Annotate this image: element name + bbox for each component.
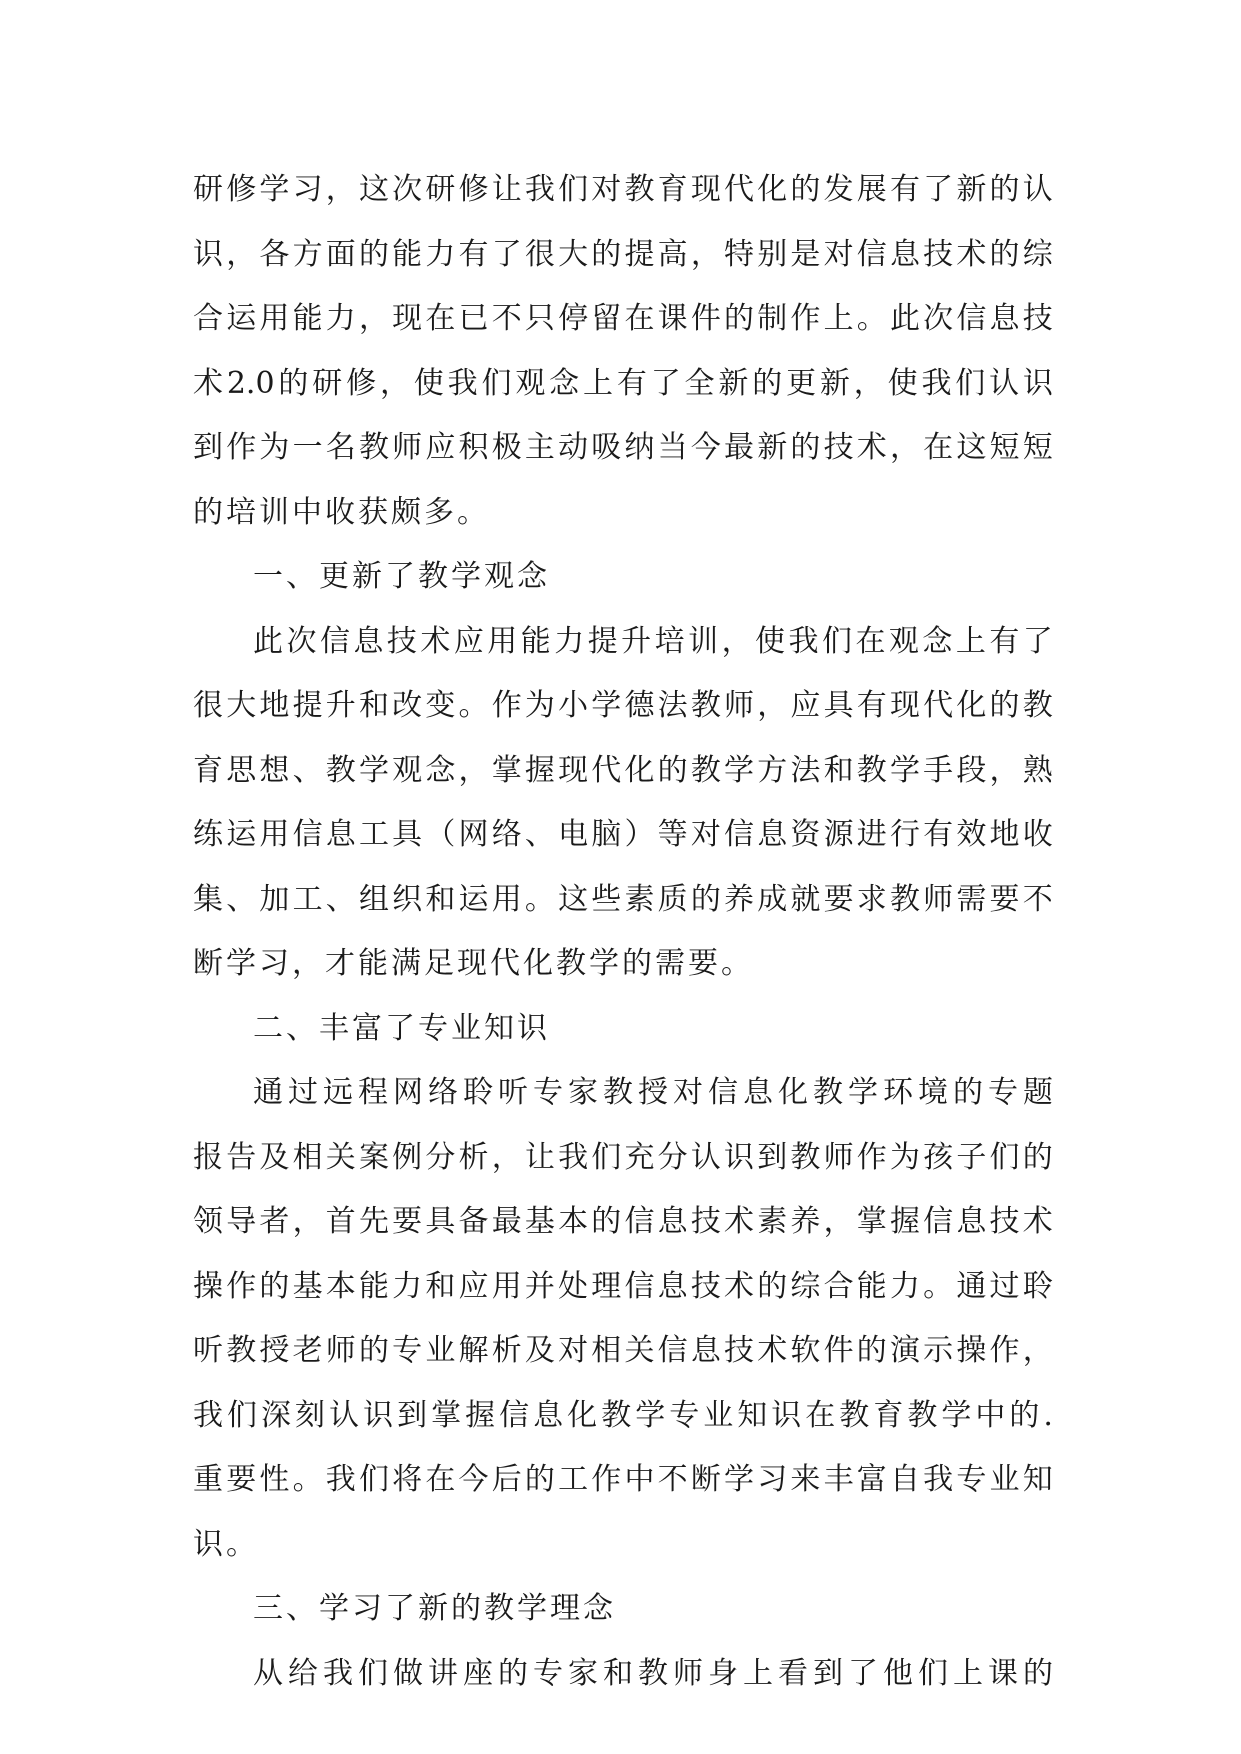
text-line: 通 过 远 程 网 络 聆 听 专 家 教 授 对 信 息 化 教 学 环 境 的 专 题 [253, 1075, 1053, 1110]
text-line: 听 教 授 老 师 的 专 业 解 析 及 对 相 关 信 息 技 术 软 件 的 演 示 操 作 ， [193, 1333, 1053, 1368]
text-line: 二、丰富了专业知识 [253, 1010, 550, 1046]
text-line: 集 、 加 工 、 组 织 和 运 用 。 这 些 素 质 的 养 成 就 要 求 教 师 需 要 不 [193, 881, 1053, 917]
text-line: 研 修 学 习 ， 这 次 研 修 让 我 们 对 教 育 现 代 化 的 发 展 有 了 新 的 认 [193, 172, 1053, 207]
text-line: 的培训中收获颇多。 [193, 494, 490, 530]
text-line: 重 要 性 。 我 们 将 在 今 后 的 工 作 中 不 断 学 习 来 丰 富 自 我 专 业 知 [193, 1462, 1053, 1497]
text-line: 领 导 者 ， 首 先 要 具 备 最 基 本 的 信 息 技 术 素 养 ， 掌 握 信 息 技 术 [193, 1204, 1053, 1239]
text-line: 三、学习了新的教学理念 [253, 1591, 616, 1626]
text-line: 练 运 用 信 息 工 具 （ 网 络 、 电 脑 ） 等 对 信 息 资 源 进 行 有 效 地 收 [193, 817, 1053, 852]
document-body [193, 158, 1053, 1706]
text-line: 从 给 我 们 做 讲 座 的 专 家 和 教 师 身 上 看 到 了 他 们 上 课 的 [253, 1655, 1053, 1691]
text-line: 断学习，才能满足现代化教学的需要。 [193, 946, 754, 981]
text-line: 此 次 信 息 技 术 应 用 能 力 提 升 培 训 ， 使 我 们 在 观 念 上 有 了 [253, 623, 1053, 659]
text-line: 很 大 地 提 升 和 改 变 。 作 为 小 学 德 法 教 师 ， 应 具 有 现 代 化 的 教 [193, 688, 1053, 723]
text-line: 报 告 及 相 关 案 例 分 析 ， 让 我 们 充 分 认 识 到 教 师 作 为 孩 子 们 的 [193, 1139, 1053, 1175]
text-line: 术 2.0 的 研 修 ， 使 我 们 观 念 上 有 了 全 新 的 更 新 ， 使 我 们 认 识 [193, 365, 1053, 401]
text-line: 一、更新了教学观念 [253, 559, 550, 594]
text-line: 合 运 用 能 力 ， 现 在 已 不 只 停 留 在 课 件 的 制 作 上 。 此 次 信 息 技 [193, 301, 1053, 336]
text-line: 我 们 深 刻 认 识 到 掌 握 信 息 化 教 学 专 业 知 识 在 教 育 教 学 中 的 . [193, 1397, 1053, 1433]
text-line: 识。 [193, 1526, 259, 1562]
text-line: 操 作 的 基 本 能 力 和 应 用 并 处 理 信 息 技 术 的 综 合 能 力 。 通 过 聆 [193, 1268, 1053, 1304]
text-line: 识 ， 各 方 面 的 能 力 有 了 很 大 的 提 高 ， 特 别 是 对 信 息 技 术 的 综 [193, 236, 1053, 272]
text-line: 育 思 想 、 教 学 观 念 ， 掌 握 现 代 化 的 教 学 方 法 和 教 学 手 段 ， 熟 [193, 752, 1053, 788]
text-line: 到 作 为 一 名 教 师 应 积 极 主 动 吸 纳 当 今 最 新 的 技 术 ， 在 这 短 短 [193, 430, 1053, 465]
